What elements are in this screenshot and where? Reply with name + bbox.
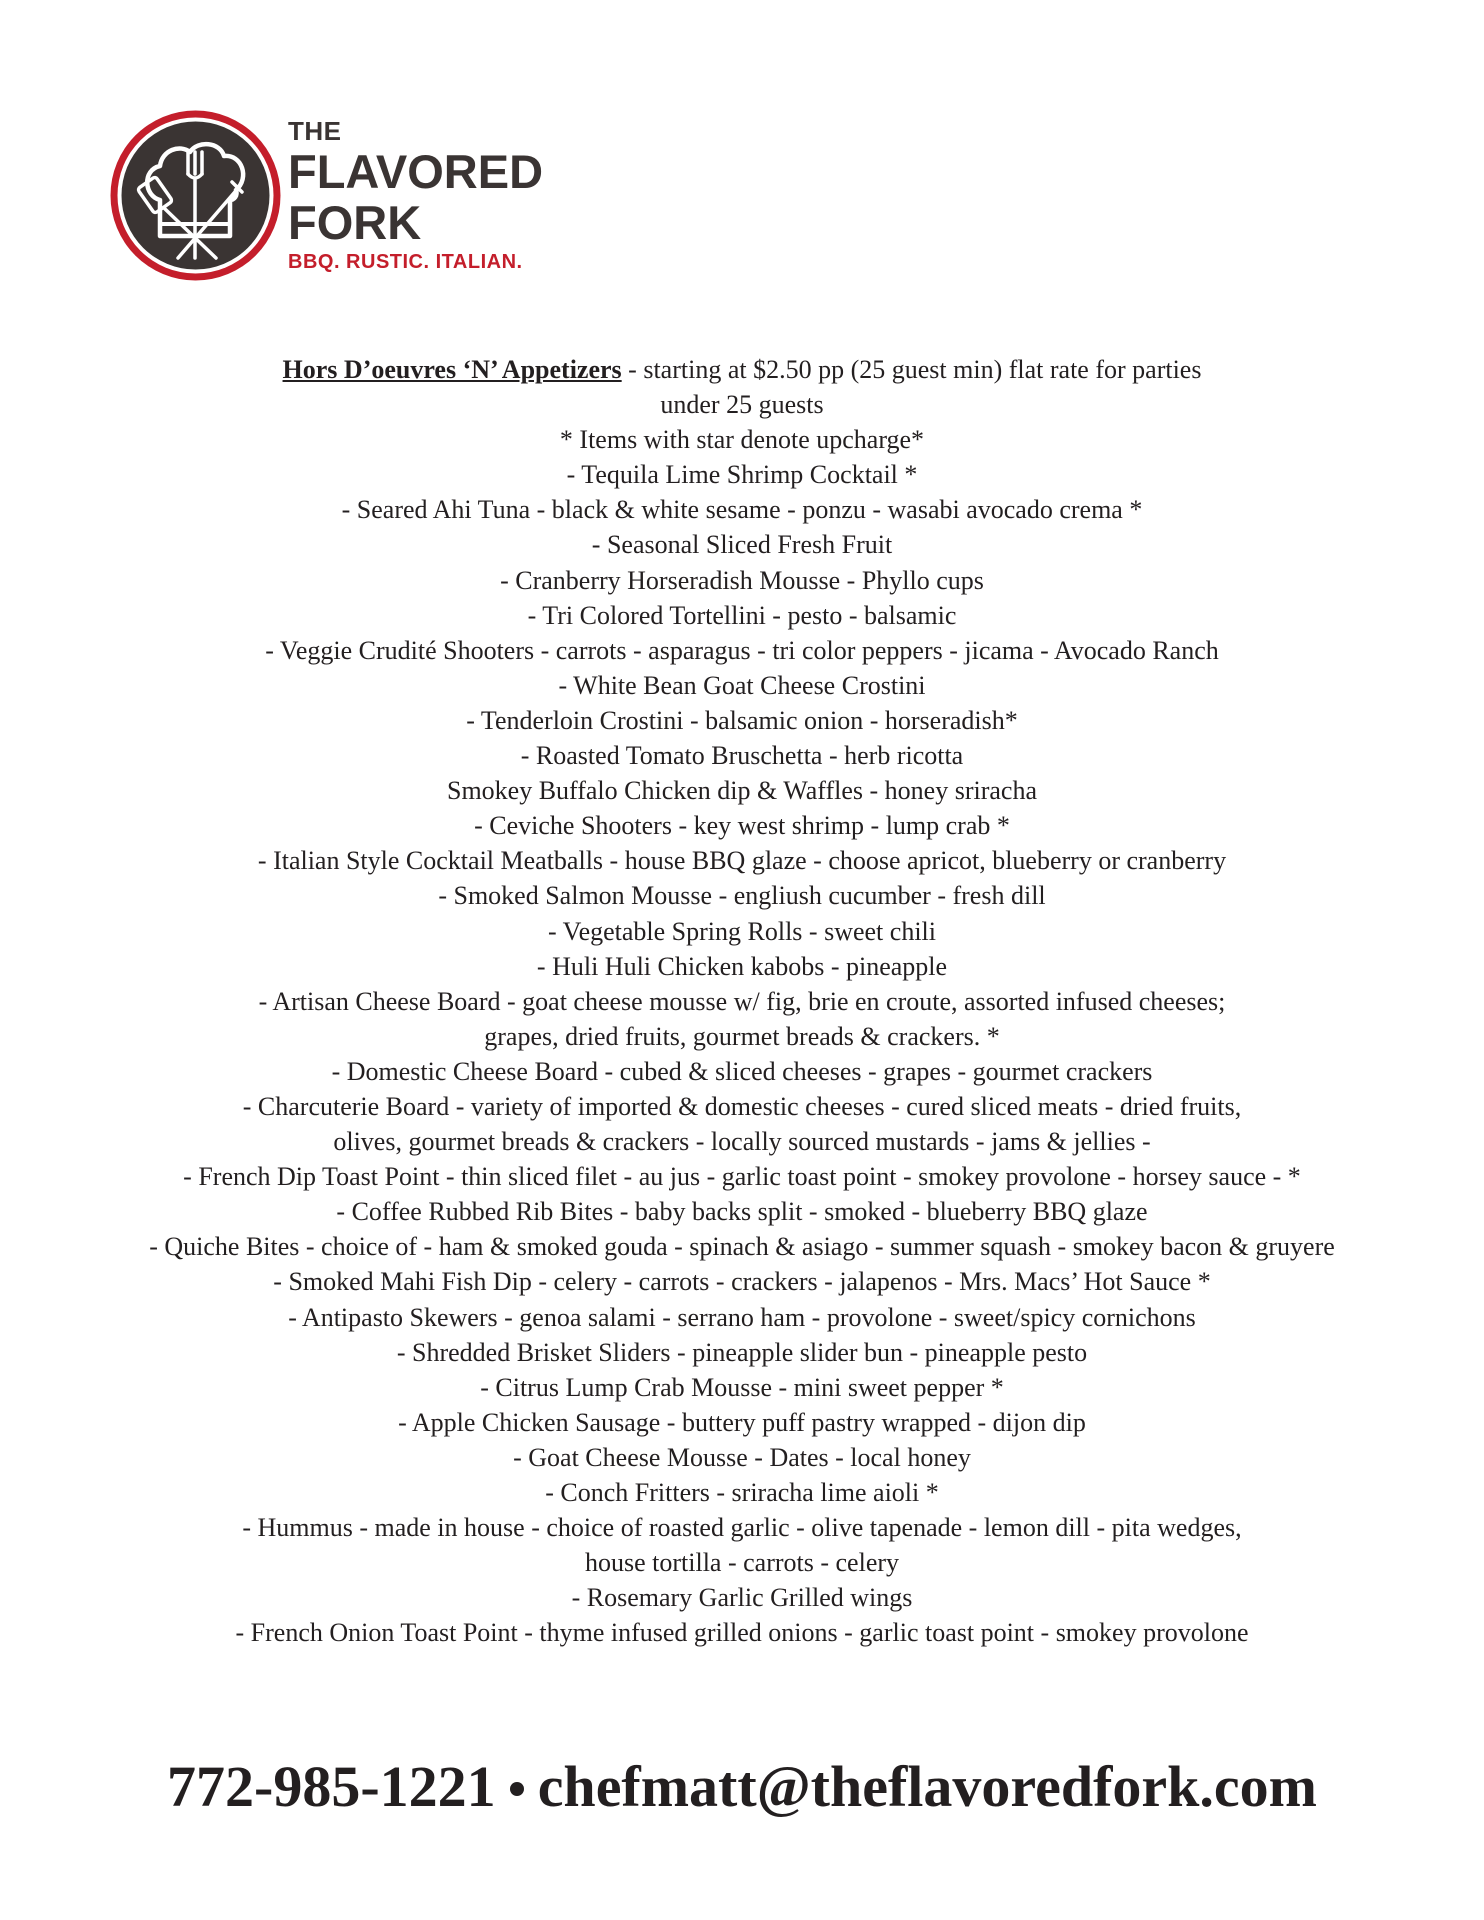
menu-item-line: - Artisan Cheese Board - goat cheese mousse w/ fig, brie en croute, assorted infused cheeses; xyxy=(258,986,1226,1016)
menu-item-line: - Coffee Rubbed Rib Bites - baby backs split - smoked - blueberry BBQ glaze xyxy=(336,1197,1148,1227)
menu-item-line: - Smoked Salmon Mousse - engliush cucumber - fresh dill xyxy=(438,881,1046,911)
chef-hat-fork-icon xyxy=(108,108,283,283)
brand-line-the: THE xyxy=(288,116,342,146)
menu-item-line: Smokey Buffalo Chicken dip & Waffles - honey sriracha xyxy=(446,776,1037,806)
menu-item-line: house tortilla - carrots - celery xyxy=(584,1548,900,1578)
menu-item-line: * Items with star denote upcharge* xyxy=(559,425,925,455)
menu-item-line: - Antipasto Skewers - genoa salami - serrano ham - provolone - sweet/spicy cornichons xyxy=(288,1302,1196,1332)
menu-item-line: - Shredded Brisket Sliders - pineapple slider bun - pineapple pesto xyxy=(396,1337,1088,1367)
menu-item-line: - Cranberry Horseradish Mousse - Phyllo cups xyxy=(500,565,984,595)
menu-item-line: - Tequila Lime Shrimp Cocktail * xyxy=(566,460,918,490)
menu-item-line: - Conch Fritters - sriracha lime aioli * xyxy=(545,1478,939,1507)
menu-item-line: - Hummus - made in house - choice of roasted garlic - olive tapenade - lemon dill - pita wedges, xyxy=(242,1513,1242,1543)
brand-line-flavored: FLAVORED xyxy=(288,145,544,198)
menu-heading: Hors D’oeuvres ‘N’ Appetizers xyxy=(282,355,622,384)
menu-item-line: - Vegetable Spring Rolls - sweet chili xyxy=(547,916,936,946)
menu-item-line: - French Onion Toast Point - thyme infused grilled onions - garlic toast point - smokey provolone xyxy=(235,1618,1249,1648)
menu-item-line: - Goat Cheese Mousse - Dates - local honey xyxy=(513,1442,971,1472)
appetizer-menu xyxy=(70,352,1414,1650)
menu-item-line: under 25 guests xyxy=(660,390,824,420)
brand-wordmark xyxy=(288,108,543,274)
menu-item-line: - Charcuterie Board - variety of imported & domestic cheeses - cured sliced meats - dried fruits, xyxy=(242,1091,1242,1121)
menu-item-line: - Seared Ahi Tuna - black & white sesame - ponzu - wasabi avocado crema * xyxy=(341,495,1143,525)
menu-heading-pricing: - starting at $2.50 pp (25 guest min) flat rate for parties xyxy=(621,355,1202,384)
menu-heading-line xyxy=(70,352,1414,387)
menu-item-line: grapes, dried fruits, gourmet breads & crackers. * xyxy=(484,1021,1000,1051)
phone-number: 772-985-1221 xyxy=(167,1754,496,1819)
menu-item-line: - Smoked Mahi Fish Dip - celery - carrots - crackers - jalapenos - Mrs. Macs’ Hot Sauce * xyxy=(273,1267,1211,1297)
menu-item-line: - Domestic Cheese Board - cubed & sliced cheeses - grapes - gourmet crackers xyxy=(331,1056,1153,1086)
brand-logo xyxy=(108,108,548,283)
menu-items xyxy=(70,387,1414,1650)
menu-item-line: - Roasted Tomato Bruschetta - herb ricotta xyxy=(520,741,964,771)
menu-item-line: - Rosemary Garlic Grilled wings xyxy=(571,1583,913,1613)
menu-item-line: - Tri Colored Tortellini - pesto - balsamic xyxy=(527,600,957,630)
email-address: chefmatt@theflavoredfork.com xyxy=(537,1754,1317,1819)
menu-item-line: - Ceviche Shooters - key west shrimp - lump crab * xyxy=(474,811,1010,841)
bullet-separator xyxy=(510,1782,524,1796)
menu-item-line: olives, gourmet breads & crackers - locally sourced mustards - jams & jellies - xyxy=(333,1127,1151,1157)
menu-item-line: - French Dip Toast Point - thin sliced filet - au jus - garlic toast point - smokey provolone - horsey sauce - * xyxy=(183,1162,1301,1192)
menu-item-line: - Seasonal Sliced Fresh Fruit xyxy=(591,530,893,560)
contact-footer xyxy=(0,1752,1484,1822)
menu-item-line: - Quiche Bites - choice of - ham & smoked gouda - spinach & asiago - summer squash - smokey bacon & gruyere xyxy=(149,1232,1335,1262)
menu-item-line: - Tenderloin Crostini - balsamic onion - horseradish* xyxy=(466,705,1018,735)
brand-line-fork: FORK xyxy=(288,196,422,249)
menu-item-line: - Italian Style Cocktail Meatballs - house BBQ glaze - choose apricot, blueberry or cranberry xyxy=(257,846,1227,876)
brand-tagline: BBQ. RUSTIC. ITALIAN. xyxy=(288,251,523,273)
menu-item-line: - Apple Chicken Sausage - buttery puff pastry wrapped - dijon dip xyxy=(398,1407,1086,1437)
menu-item-line: - Citrus Lump Crab Mousse - mini sweet pepper * xyxy=(480,1372,1004,1402)
menu-item-line: - Veggie Crudité Shooters - carrots - asparagus - tri color peppers - jicama - Avocado Ranch xyxy=(265,635,1219,665)
menu-item-line: - Huli Huli Chicken kabobs - pineapple xyxy=(536,951,948,981)
menu-item-line: - White Bean Goat Cheese Crostini xyxy=(558,670,926,700)
